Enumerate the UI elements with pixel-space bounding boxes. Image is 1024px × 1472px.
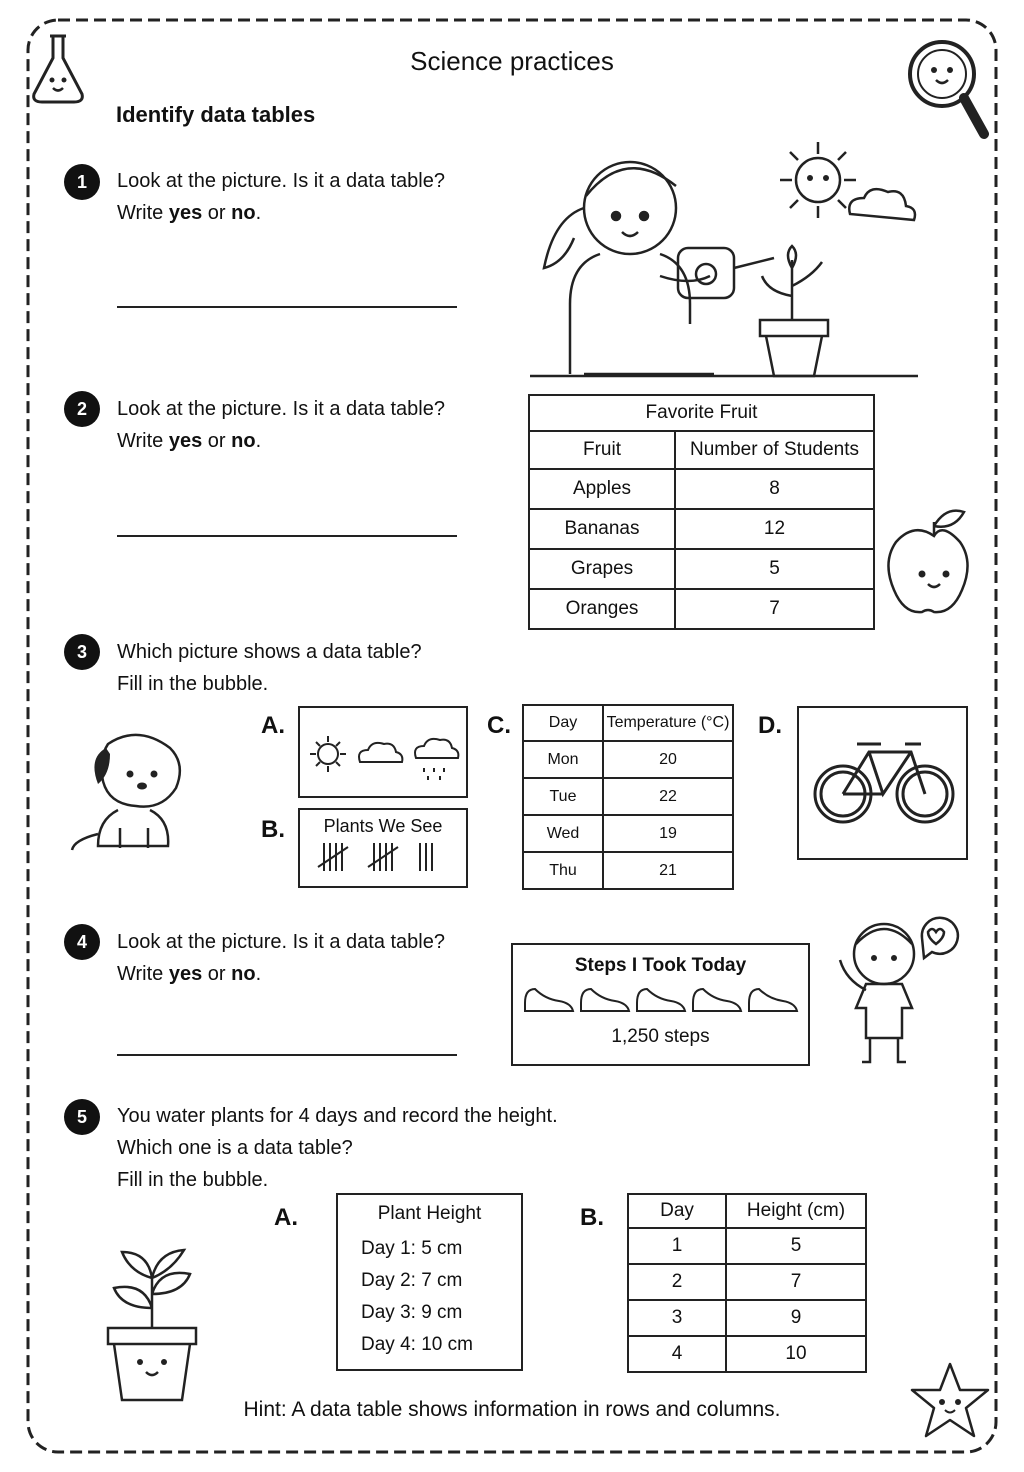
table-cell: 8 [675,469,874,509]
question-5-line-1: You water plants for 4 days and record the height. [117,1105,558,1127]
table-row [523,815,733,852]
flask-icon [28,28,88,108]
table-cell: Mon [523,741,603,778]
question-5-instruction: Fill in the bubble. [117,1169,269,1191]
plant-height-list [361,1233,521,1361]
shoe-icons [513,977,808,1017]
table-header: Height (cm) [726,1194,866,1228]
q5-option-a-list-box[interactable] [336,1193,523,1371]
table-cell: 21 [603,852,733,889]
list-item: Day 3: 9 cm [361,1302,463,1323]
table-cell: 19 [603,815,733,852]
table-cell: 7 [726,1264,866,1300]
table-row [628,1336,866,1372]
table-cell: Apples [529,469,675,509]
option-d-label[interactable]: D. [758,712,782,739]
table-row [529,589,874,629]
option-b-label[interactable]: B. [261,816,285,843]
favorite-fruit-table [528,394,875,630]
table-title: Favorite Fruit [529,395,874,431]
table-row [529,509,874,549]
plant-height-title: Plant Height [377,1203,482,1224]
question-2-text [117,393,445,457]
table-cell: 2 [628,1264,726,1300]
question-number-badge: 4 [64,924,100,960]
question-1-line: Look at the picture. Is it a data table? [117,170,445,192]
table-cell: 5 [675,549,874,589]
table-cell: 5 [726,1228,866,1264]
boy-waving-icon [826,910,976,1080]
option-d-bicycle-box[interactable] [797,706,968,860]
option-c-temperature-table[interactable] [522,704,734,890]
q5-option-b-label[interactable]: B. [580,1204,604,1231]
table-cell: 12 [675,509,874,549]
table-cell: 22 [603,778,733,815]
dog-icon [68,724,204,858]
steps-box-title: Steps I Took Today [574,955,747,976]
hint-text: Hint: A data table shows information in rows and columns. [243,1398,781,1421]
table-cell: 1 [628,1228,726,1264]
question-1-instruction: Write yes or no. [117,202,262,224]
question-5-line-2: Which one is a data table? [117,1137,353,1159]
table-header: Temperature (°C) [603,705,733,741]
table-cell: 10 [726,1336,866,1372]
tally-marks [300,837,466,877]
bicycle-icon [799,708,966,858]
option-b-tally-box[interactable] [298,808,468,888]
option-c-label[interactable]: C. [487,712,511,739]
table-row [523,778,733,815]
girl-watering-plant-illustration [530,136,930,380]
table-cell: 20 [603,741,733,778]
section-heading: Identify data tables [116,102,316,127]
table-cell: 7 [675,589,874,629]
potted-plant-icon [104,1238,200,1404]
list-item: Day 2: 7 cm [361,1270,463,1291]
answer-line-q2[interactable] [117,535,457,537]
table-row [529,549,874,589]
q5-option-a-label[interactable]: A. [274,1204,298,1231]
table-cell: Wed [523,815,603,852]
table-cell: Oranges [529,589,675,629]
table-cell: 3 [628,1300,726,1336]
table-header: Fruit [529,431,675,469]
question-2-instruction: Write yes or no. [117,430,262,452]
table-cell: 9 [726,1300,866,1336]
steps-box [511,943,810,1066]
table-header: Day [628,1194,726,1228]
answer-line-q1[interactable] [117,306,457,308]
magnifier-icon [904,36,990,142]
table-cell: 4 [628,1336,726,1372]
weather-icons [300,708,466,796]
question-number-badge: 2 [64,391,100,427]
question-3-text [117,636,422,700]
question-1-text [117,165,445,229]
question-4-instruction: Write yes or no. [117,963,262,985]
question-3-instruction: Fill in the bubble. [117,673,269,695]
table-cell: Bananas [529,509,675,549]
table-row [628,1264,866,1300]
list-item: Day 4: 10 cm [361,1334,473,1355]
table-cell: Thu [523,852,603,889]
table-row [523,741,733,778]
table-header: Number of Students [675,431,874,469]
table-row [628,1228,866,1264]
question-2-line: Look at the picture. Is it a data table? [117,398,445,420]
answer-line-q4[interactable] [117,1054,457,1056]
table-row [529,469,874,509]
table-header: Day [523,705,603,741]
table-row [523,852,733,889]
table-cell: Grapes [529,549,675,589]
question-number-badge: 3 [64,634,100,670]
question-4-text [117,926,445,990]
q5-option-b-height-table[interactable] [627,1193,867,1373]
plants-we-see-title: Plants We See [323,816,443,836]
question-number-badge: 1 [64,164,100,200]
question-number-badge: 5 [64,1099,100,1135]
table-row [628,1300,866,1336]
question-4-line: Look at the picture. Is it a data table? [117,931,445,953]
list-item: Day 1: 5 cm [361,1238,463,1259]
question-5-text [117,1100,558,1196]
option-a-label[interactable]: A. [261,712,285,739]
steps-value: 1,250 steps [611,1026,710,1047]
question-3-line: Which picture shows a data table? [117,641,422,663]
apple-icon [886,506,982,618]
option-a-weather-box[interactable] [298,706,468,798]
page-title: Science practices [410,46,614,76]
table-cell: Tue [523,778,603,815]
